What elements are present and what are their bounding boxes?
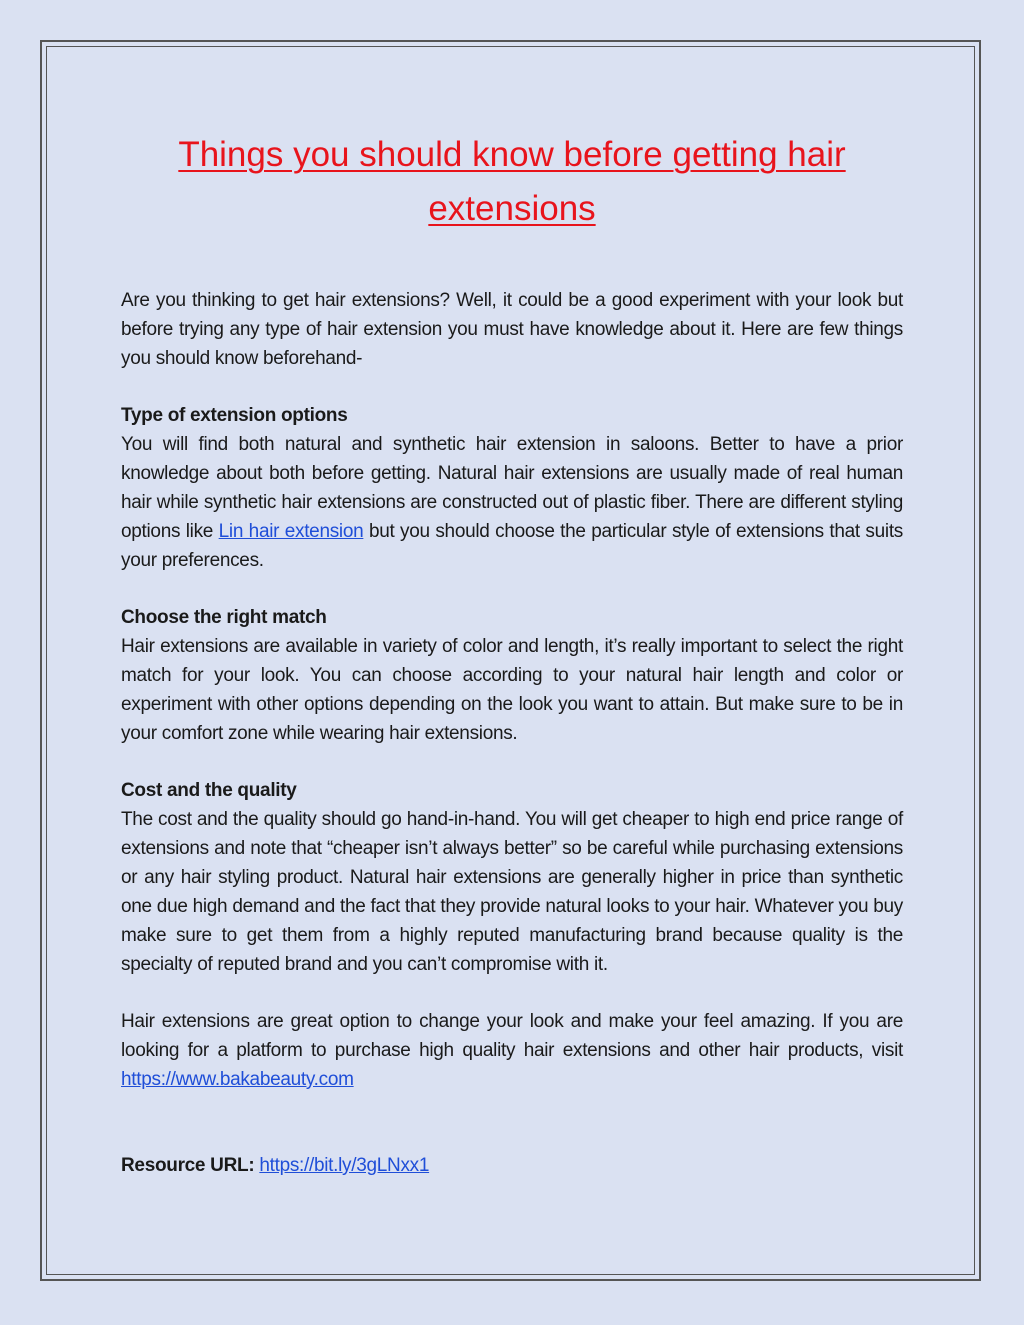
section-heading-cost-quality: Cost and the quality [121, 780, 297, 801]
conclusion-paragraph [121, 1007, 903, 1094]
section-text: You will find both natural and synthetic hair extension in saloons. Better to have a prior knowledge about both before getting. Natural hair extensions are usually made of real human hair while synthetic hair extensions are constructed out of plastic fiber. There are different styling options like [121, 434, 903, 542]
spacer [121, 575, 903, 603]
document-body [121, 286, 903, 1180]
intro-paragraph: Are you thinking to get hair extensions? Well, it could be a good experiment with your look but before trying any type of hair extension you must have knowledge about it. Here are few things you should know beforehand- [121, 290, 903, 369]
section-body-cost-quality: The cost and the quality should go hand-in-hand. You will get cheaper to high end price range of extensions and note that “cheaper isn’t always better” so be careful while purchasing extensions or any hair styling product. Natural hair extensions are generally higher in price than synthetic one due high demand and the fact that they provide natural looks to your hair. Whatever you buy make sure to get them from a highly reputed manufacturing brand because quality is the specialty of reputed brand and you can’t compromise with it. [121, 809, 903, 975]
section-heading-extension-options: Type of extension options [121, 405, 348, 426]
conclusion-text: Hair extensions are great option to change your look and make your feel amazing. If you are looking for a platform to purchase high quality hair extensions and other hair products, visit [121, 1011, 903, 1061]
spacer [121, 748, 903, 776]
section-heading-right-match: Choose the right match [121, 607, 327, 628]
resource-line [121, 1151, 903, 1180]
spacer [121, 979, 903, 1007]
resource-link[interactable]: https://bit.ly/3gLNxx1 [259, 1155, 430, 1176]
section-body-extension-options [121, 430, 903, 575]
section-text: but you should choose the particular style of extensions that suits your preferences. [121, 521, 903, 571]
spacer [121, 373, 903, 401]
bakabeauty-link[interactable]: https://www.bakabeauty.com [121, 1069, 354, 1090]
spacer [121, 1094, 903, 1151]
resource-label: Resource URL: [121, 1155, 255, 1176]
document-title [100, 128, 924, 236]
section-body-right-match: Hair extensions are available in variety of color and length, it’s really important to select the right match for your look. You can choose according to your natural hair length and color or experiment with other options depending on the look you want to attain. But make sure to be in your comfort zone while wearing hair extensions. [121, 636, 903, 744]
lin-hair-extension-link[interactable]: Lin hair extension [218, 521, 364, 542]
document-title-text: Things you should know before getting hair extensions [178, 135, 846, 228]
